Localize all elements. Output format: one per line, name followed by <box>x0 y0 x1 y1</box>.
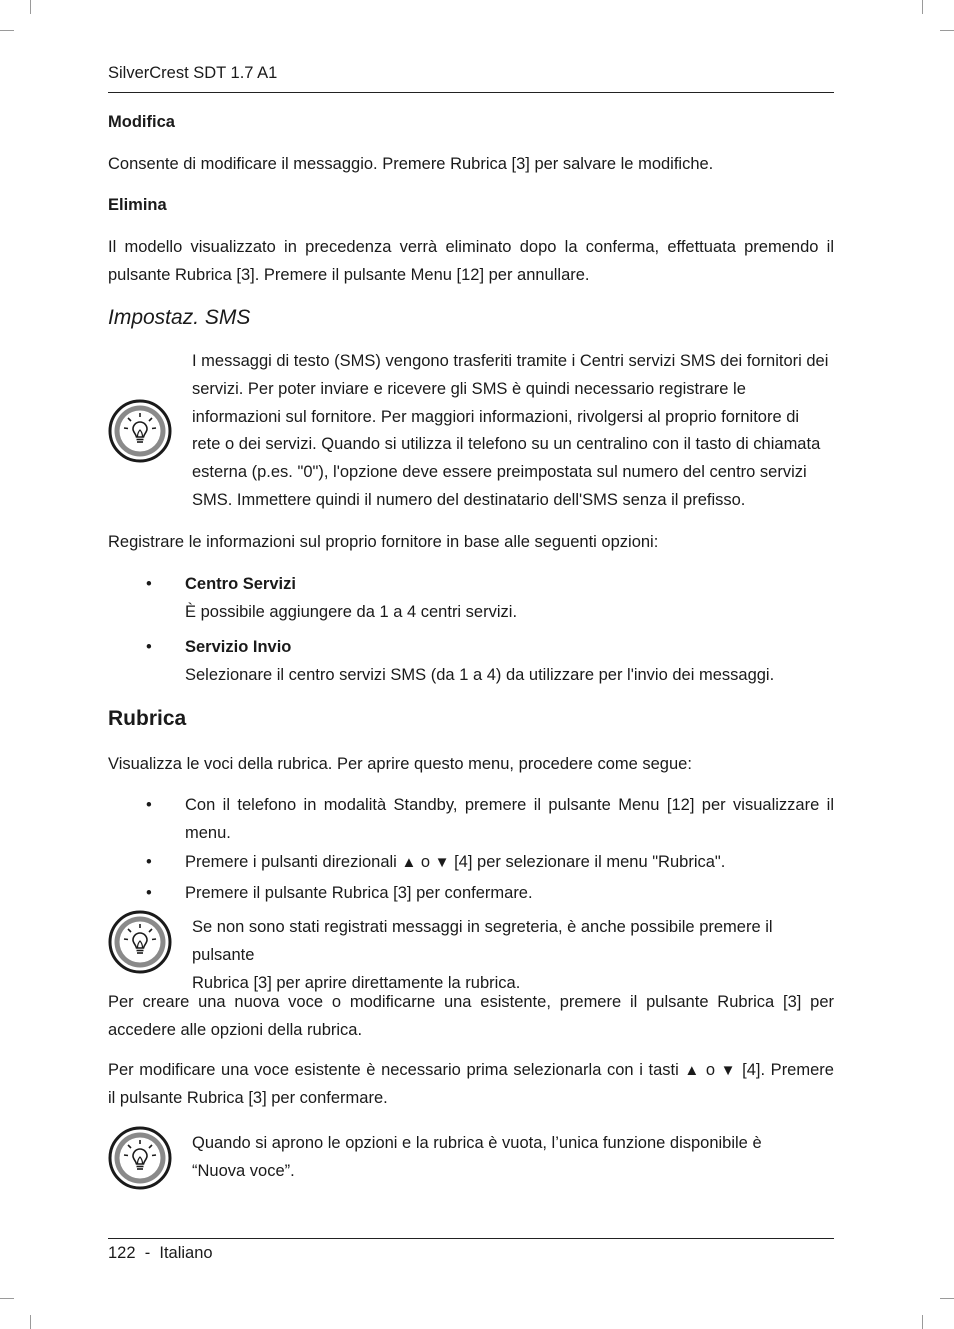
crop-mark <box>0 1298 14 1299</box>
crop-mark <box>922 1315 923 1329</box>
step-text: Premere il pulsante Rubrica [3] per confermare. <box>185 884 533 902</box>
step-text-line: menu. <box>185 824 231 842</box>
tip-line: Quando si aprono le opzioni e la rubrica è vuota, l’unica funzione disponibile è <box>192 1134 762 1152</box>
bullet-icon: • <box>146 638 152 656</box>
footer-separator: - <box>135 1244 160 1262</box>
crop-mark <box>940 30 954 31</box>
tip-line: servizi. Per poter inviare e ricevere gli SMS è quindi necessario registrare le <box>192 379 746 398</box>
step-text-line: Con il telefono in modalità Standby, premere il pulsante Menu [12] per visualizzare il <box>185 796 834 814</box>
impostaz-heading: Impostaz. SMS <box>108 306 251 329</box>
elimina-line-1: Il modello visualizzato in precedenza verrà eliminato dopo la conferma, effettuata premendo il <box>108 238 834 256</box>
rubrica-para-1-line-2: accedere alle opzioni della rubrica. <box>108 1021 363 1039</box>
tip-line: SMS. Immettere quindi il numero del destinatario dell'SMS senza il prefisso. <box>192 490 746 509</box>
crop-mark <box>30 0 31 14</box>
rubrica-heading: Rubrica <box>108 707 187 730</box>
header-title: SilverCrest SDT 1.7 A1 <box>108 64 278 82</box>
bullet-icon: • <box>146 853 152 871</box>
tip-line: esterna (p.es. "0"), l'opzione deve essere preimpostata sul numero del centro servizi <box>192 463 807 482</box>
elimina-line-2: pulsante Rubrica [3]. Premere il pulsante Menu [12] per annullare. <box>108 266 590 284</box>
tip-line: Rubrica [3] per aprire direttamente la rubrica. <box>192 973 521 992</box>
step-text <box>185 848 834 877</box>
footer <box>108 1244 213 1263</box>
bullet-icon: • <box>146 796 152 814</box>
rubrica-para-2-line-1 <box>108 1056 834 1085</box>
page-number: 122 <box>108 1244 136 1262</box>
arrow-down-icon: ▼ <box>720 1062 737 1079</box>
bullet-icon: • <box>146 575 152 593</box>
option-title: Centro Servizi <box>185 575 296 593</box>
arrow-up-icon: ▲ <box>401 854 417 871</box>
elimina-heading: Elimina <box>108 196 167 214</box>
rubrica-para-1-line-1: Per creare una nuova voce o modificarne una esistente, premere il pulsante Rubrica [3] per <box>108 993 834 1011</box>
rubrica-para-2-line-2: il pulsante Rubrica [3] per confermare. <box>108 1089 388 1107</box>
modifica-heading: Modifica <box>108 113 175 131</box>
text-run: Per modificare una voce esistente è necessario prima selezionarla con i tasti <box>108 1061 685 1079</box>
list-item <box>108 791 834 847</box>
tip-line: Se non sono stati registrati messaggi in segreteria, è anche possibile premere il pulsante <box>192 918 773 964</box>
tip-line: informazioni sul fornitore. Per maggiori informazioni, rivolgersi al proprio fornitore di <box>192 407 800 426</box>
text-run: o <box>416 853 435 871</box>
list-item <box>108 848 834 876</box>
modifica-text: Consente di modificare il messaggio. Premere Rubrica [3] per salvare le modifiche. <box>108 155 714 173</box>
footer-language: Italiano <box>159 1244 213 1262</box>
list-item <box>108 570 834 626</box>
list-item <box>108 633 834 689</box>
crop-mark <box>922 0 923 14</box>
bullet-icon: • <box>146 884 152 902</box>
tip-line: rete o dei servizi. Quando si utilizza il telefono su un centralino con il tasto di chiamata <box>192 435 821 454</box>
crop-mark <box>0 30 14 31</box>
header-rule <box>108 92 834 93</box>
arrow-down-icon: ▼ <box>434 854 450 871</box>
lightbulb-tip-icon <box>108 1126 172 1190</box>
arrow-up-icon: ▲ <box>684 1062 701 1079</box>
crop-mark <box>940 1298 954 1299</box>
footer-rule <box>108 1238 834 1239</box>
list-item <box>108 879 834 907</box>
lightbulb-tip-icon <box>108 910 172 974</box>
crop-mark <box>30 1315 31 1329</box>
option-desc: È possibile aggiungere da 1 a 4 centri servizi. <box>185 603 518 621</box>
sms-tip-text <box>192 348 837 515</box>
text-run: o <box>700 1061 721 1079</box>
rubrica-empty-tip-text <box>192 1130 837 1186</box>
text-run: [4]. Premere <box>736 1061 834 1079</box>
text-run: Premere i pulsanti direzionali <box>185 853 402 871</box>
lightbulb-tip-icon <box>108 399 172 463</box>
tip-line: I messaggi di testo (SMS) vengono trasferiti tramite i Centri servizi SMS dei fornitori dei <box>192 352 829 370</box>
option-title: Servizio Invio <box>185 638 292 656</box>
rubrica-intro: Visualizza le voci della rubrica. Per aprire questo menu, procedere come segue: <box>108 755 692 773</box>
text-run: [4] per selezionare il menu "Rubrica". <box>449 853 726 871</box>
option-desc: Selezionare il centro servizi SMS (da 1 a 4) da utilizzare per l'invio dei messaggi. <box>185 666 775 684</box>
impostaz-intro: Registrare le informazioni sul proprio fornitore in base alle seguenti opzioni: <box>108 533 659 551</box>
rubrica-tip-text <box>192 914 837 997</box>
tip-line: “Nuova voce”. <box>192 1161 295 1180</box>
